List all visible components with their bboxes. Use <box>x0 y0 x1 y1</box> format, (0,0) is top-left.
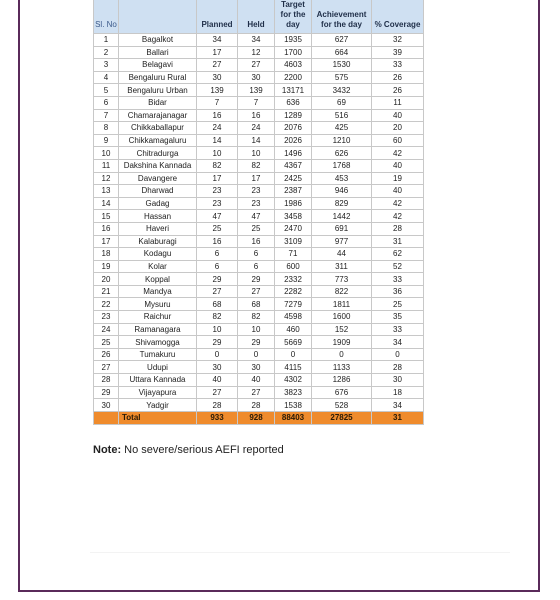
cell-target: 1700 <box>275 46 312 59</box>
cell-sl: 8 <box>94 122 119 135</box>
cell-held: 10 <box>238 147 275 160</box>
cell-district: Belagavi <box>119 59 197 72</box>
cell-planned: 27 <box>197 386 238 399</box>
cell-coverage: 39 <box>372 46 424 59</box>
cell-target: 1289 <box>275 109 312 122</box>
cell-planned: 40 <box>197 374 238 387</box>
cell-held: 68 <box>238 298 275 311</box>
cell-district: Raichur <box>119 311 197 324</box>
cell-sl: 30 <box>94 399 119 412</box>
cell-target: 2200 <box>275 71 312 84</box>
header-planned: Planned <box>197 0 238 34</box>
table-row <box>94 273 424 286</box>
cell-planned: 27 <box>197 59 238 72</box>
cell-achievement: 311 <box>312 260 372 273</box>
cell-sl: 2 <box>94 46 119 59</box>
cell-planned: 29 <box>197 273 238 286</box>
cell-target: 0 <box>275 348 312 361</box>
cell-held: 139 <box>238 84 275 97</box>
cell-district: Dharwad <box>119 185 197 198</box>
cell-target: 71 <box>275 248 312 261</box>
cell-achievement: 1909 <box>312 336 372 349</box>
cell-sl: 24 <box>94 323 119 336</box>
table-row <box>94 285 424 298</box>
cell-target: 4603 <box>275 59 312 72</box>
cell-target: 600 <box>275 260 312 273</box>
cell-target: 4302 <box>275 374 312 387</box>
cell-sl: 7 <box>94 109 119 122</box>
cell-sl: 21 <box>94 285 119 298</box>
table-row <box>94 197 424 210</box>
cell-district: Shivamogga <box>119 336 197 349</box>
cell-held: 14 <box>238 134 275 147</box>
table-row <box>94 336 424 349</box>
cell-target: 2026 <box>275 134 312 147</box>
total-label: Total <box>119 411 197 424</box>
cell-held: 16 <box>238 109 275 122</box>
cell-held: 7 <box>238 96 275 109</box>
cell-planned: 14 <box>197 134 238 147</box>
cell-planned: 0 <box>197 348 238 361</box>
cell-target: 2332 <box>275 273 312 286</box>
cell-coverage: 33 <box>372 323 424 336</box>
cell-achievement: 626 <box>312 147 372 160</box>
cell-coverage: 52 <box>372 260 424 273</box>
cell-held: 29 <box>238 336 275 349</box>
cell-sl: 17 <box>94 235 119 248</box>
cell-target: 3458 <box>275 210 312 223</box>
cell-district: Yadgir <box>119 399 197 412</box>
aefi-note <box>93 444 284 456</box>
table-row <box>94 222 424 235</box>
table-row <box>94 399 424 412</box>
cell-target: 2387 <box>275 185 312 198</box>
table-row <box>94 185 424 198</box>
cell-sl: 16 <box>94 222 119 235</box>
cell-district: Mandya <box>119 285 197 298</box>
cell-sl: 19 <box>94 260 119 273</box>
cell-achievement: 822 <box>312 285 372 298</box>
cell-district: Kolar <box>119 260 197 273</box>
note-text: No severe/serious AEFI reported <box>121 444 284 456</box>
cell-sl: 22 <box>94 298 119 311</box>
cell-achievement: 516 <box>312 109 372 122</box>
cell-sl: 20 <box>94 273 119 286</box>
cell-district: Kodagu <box>119 248 197 261</box>
cell-achievement: 453 <box>312 172 372 185</box>
cell-held: 6 <box>238 248 275 261</box>
cell-planned: 7 <box>197 96 238 109</box>
cell-district: Chikkaballapur <box>119 122 197 135</box>
table-row <box>94 311 424 324</box>
cell-planned: 27 <box>197 285 238 298</box>
cell-achievement: 773 <box>312 273 372 286</box>
cell-coverage: 20 <box>372 122 424 135</box>
cell-achievement: 1133 <box>312 361 372 374</box>
cell-coverage: 62 <box>372 248 424 261</box>
table-row <box>94 71 424 84</box>
cell-sl: 14 <box>94 197 119 210</box>
cell-held: 0 <box>238 348 275 361</box>
cell-sl: 29 <box>94 386 119 399</box>
table-row <box>94 260 424 273</box>
cell-target: 7279 <box>275 298 312 311</box>
total-planned: 933 <box>197 411 238 424</box>
cell-held: 16 <box>238 235 275 248</box>
cell-district: Mysuru <box>119 298 197 311</box>
cell-held: 24 <box>238 122 275 135</box>
cell-achievement: 575 <box>312 71 372 84</box>
cell-planned: 82 <box>197 311 238 324</box>
table-row <box>94 59 424 72</box>
cell-held: 30 <box>238 361 275 374</box>
cell-planned: 30 <box>197 71 238 84</box>
cell-target: 13171 <box>275 84 312 97</box>
table-header-row <box>94 0 424 34</box>
header-target: Target for the day <box>275 0 312 34</box>
cell-coverage: 31 <box>372 235 424 248</box>
cell-coverage: 18 <box>372 386 424 399</box>
cell-district: Hassan <box>119 210 197 223</box>
cell-held: 27 <box>238 59 275 72</box>
cell-sl: 10 <box>94 147 119 160</box>
cell-district: Vijayapura <box>119 386 197 399</box>
cell-district: Chikkamagaluru <box>119 134 197 147</box>
cell-held: 40 <box>238 374 275 387</box>
cell-coverage: 28 <box>372 361 424 374</box>
cell-district: Udupi <box>119 361 197 374</box>
header-sl-no: Sl. No <box>94 0 119 34</box>
table-row <box>94 46 424 59</box>
table-row <box>94 235 424 248</box>
cell-district: Chamarajanagar <box>119 109 197 122</box>
cell-coverage: 42 <box>372 210 424 223</box>
cell-achievement: 69 <box>312 96 372 109</box>
cell-coverage: 33 <box>372 273 424 286</box>
cell-target: 4115 <box>275 361 312 374</box>
cell-sl: 4 <box>94 71 119 84</box>
table-row <box>94 323 424 336</box>
cell-held: 47 <box>238 210 275 223</box>
table-row <box>94 386 424 399</box>
cell-achievement: 152 <box>312 323 372 336</box>
cell-planned: 16 <box>197 109 238 122</box>
cell-target: 4598 <box>275 311 312 324</box>
cell-planned: 6 <box>197 260 238 273</box>
cell-held: 82 <box>238 311 275 324</box>
cell-target: 460 <box>275 323 312 336</box>
cell-achievement: 1286 <box>312 374 372 387</box>
cell-achievement: 627 <box>312 34 372 47</box>
cell-coverage: 35 <box>372 311 424 324</box>
cell-achievement: 425 <box>312 122 372 135</box>
cell-held: 30 <box>238 71 275 84</box>
cell-achievement: 676 <box>312 386 372 399</box>
cell-planned: 29 <box>197 336 238 349</box>
cell-district: Davangere <box>119 172 197 185</box>
cell-target: 3823 <box>275 386 312 399</box>
cell-achievement: 1530 <box>312 59 372 72</box>
cell-achievement: 664 <box>312 46 372 59</box>
cell-target: 4367 <box>275 159 312 172</box>
table-row <box>94 210 424 223</box>
cell-sl: 13 <box>94 185 119 198</box>
cell-district: Gadag <box>119 197 197 210</box>
cell-achievement: 1768 <box>312 159 372 172</box>
vaccination-session-table <box>93 0 424 425</box>
cell-district: Bengaluru Rural <box>119 71 197 84</box>
cell-planned: 28 <box>197 399 238 412</box>
cell-planned: 47 <box>197 210 238 223</box>
cell-achievement: 0 <box>312 348 372 361</box>
note-label: Note: <box>93 444 122 456</box>
cell-target: 636 <box>275 96 312 109</box>
cell-district: Haveri <box>119 222 197 235</box>
cell-coverage: 19 <box>372 172 424 185</box>
cell-district: Koppal <box>119 273 197 286</box>
cell-held: 28 <box>238 399 275 412</box>
table-row <box>94 248 424 261</box>
cell-achievement: 1600 <box>312 311 372 324</box>
cell-district: Bengaluru Urban <box>119 84 197 97</box>
cell-held: 12 <box>238 46 275 59</box>
cell-sl: 15 <box>94 210 119 223</box>
table-row <box>94 96 424 109</box>
cell-planned: 24 <box>197 122 238 135</box>
cell-planned: 17 <box>197 172 238 185</box>
cell-coverage: 60 <box>372 134 424 147</box>
total-row <box>94 411 424 424</box>
cell-achievement: 691 <box>312 222 372 235</box>
cell-district: Uttara Kannada <box>119 374 197 387</box>
cell-target: 5669 <box>275 336 312 349</box>
cell-planned: 10 <box>197 147 238 160</box>
cell-coverage: 32 <box>372 34 424 47</box>
cell-coverage: 28 <box>372 222 424 235</box>
cell-coverage: 11 <box>372 96 424 109</box>
cell-planned: 23 <box>197 197 238 210</box>
cell-sl: 28 <box>94 374 119 387</box>
cell-coverage: 36 <box>372 285 424 298</box>
cell-coverage: 42 <box>372 147 424 160</box>
cell-achievement: 44 <box>312 248 372 261</box>
cell-target: 1935 <box>275 34 312 47</box>
cell-achievement: 3432 <box>312 84 372 97</box>
cell-target: 2425 <box>275 172 312 185</box>
divider <box>90 552 510 553</box>
cell-coverage: 30 <box>372 374 424 387</box>
cell-planned: 34 <box>197 34 238 47</box>
table-row <box>94 147 424 160</box>
cell-planned: 68 <box>197 298 238 311</box>
cell-district: Ramanagara <box>119 323 197 336</box>
cell-target: 2470 <box>275 222 312 235</box>
cell-planned: 6 <box>197 248 238 261</box>
table-row <box>94 109 424 122</box>
cell-planned: 30 <box>197 361 238 374</box>
cell-target: 1986 <box>275 197 312 210</box>
cell-sl: 18 <box>94 248 119 261</box>
total-coverage: 31 <box>372 411 424 424</box>
cell-coverage: 40 <box>372 109 424 122</box>
table-row <box>94 172 424 185</box>
cell-held: 17 <box>238 172 275 185</box>
cell-target: 2076 <box>275 122 312 135</box>
header-coverage: % Coverage <box>372 0 424 34</box>
total-achievement: 27825 <box>312 411 372 424</box>
cell-district: Kalaburagi <box>119 235 197 248</box>
cell-held: 82 <box>238 159 275 172</box>
cell-coverage: 34 <box>372 399 424 412</box>
cell-achievement: 829 <box>312 197 372 210</box>
cell-sl: 12 <box>94 172 119 185</box>
cell-sl: 25 <box>94 336 119 349</box>
cell-coverage: 25 <box>372 298 424 311</box>
cell-coverage: 33 <box>372 59 424 72</box>
cell-held: 23 <box>238 197 275 210</box>
cell-coverage: 40 <box>372 185 424 198</box>
cell-held: 34 <box>238 34 275 47</box>
cell-district: Dakshina Kannada <box>119 159 197 172</box>
cell-planned: 25 <box>197 222 238 235</box>
cell-held: 6 <box>238 260 275 273</box>
cell-held: 27 <box>238 386 275 399</box>
cell-held: 29 <box>238 273 275 286</box>
table-row <box>94 159 424 172</box>
cell-held: 23 <box>238 185 275 198</box>
cell-planned: 23 <box>197 185 238 198</box>
cell-sl: 9 <box>94 134 119 147</box>
cell-planned: 10 <box>197 323 238 336</box>
cell-achievement: 1210 <box>312 134 372 147</box>
header-district <box>119 0 197 34</box>
cell-district: Tumakuru <box>119 348 197 361</box>
cell-planned: 82 <box>197 159 238 172</box>
table-row <box>94 122 424 135</box>
cell-target: 1496 <box>275 147 312 160</box>
cell-sl: 11 <box>94 159 119 172</box>
table-row <box>94 348 424 361</box>
header-held: Held <box>238 0 275 34</box>
cell-district: Chitradurga <box>119 147 197 160</box>
total-sl-cell <box>94 411 119 424</box>
cell-achievement: 977 <box>312 235 372 248</box>
cell-sl: 3 <box>94 59 119 72</box>
cell-achievement: 1442 <box>312 210 372 223</box>
cell-coverage: 0 <box>372 348 424 361</box>
table-row <box>94 84 424 97</box>
cell-planned: 17 <box>197 46 238 59</box>
cell-coverage: 34 <box>372 336 424 349</box>
cell-coverage: 26 <box>372 71 424 84</box>
cell-achievement: 946 <box>312 185 372 198</box>
cell-achievement: 528 <box>312 399 372 412</box>
cell-coverage: 42 <box>372 197 424 210</box>
cell-sl: 1 <box>94 34 119 47</box>
cell-coverage: 26 <box>372 84 424 97</box>
table-row <box>94 298 424 311</box>
cell-planned: 16 <box>197 235 238 248</box>
cell-held: 27 <box>238 285 275 298</box>
cell-coverage: 40 <box>372 159 424 172</box>
table-row <box>94 374 424 387</box>
cell-achievement: 1811 <box>312 298 372 311</box>
cell-sl: 27 <box>94 361 119 374</box>
cell-target: 2282 <box>275 285 312 298</box>
cell-sl: 6 <box>94 96 119 109</box>
cell-held: 10 <box>238 323 275 336</box>
table-row <box>94 134 424 147</box>
table-row <box>94 34 424 47</box>
cell-held: 25 <box>238 222 275 235</box>
total-target: 88403 <box>275 411 312 424</box>
cell-district: Ballari <box>119 46 197 59</box>
cell-sl: 5 <box>94 84 119 97</box>
total-held: 928 <box>238 411 275 424</box>
cell-sl: 26 <box>94 348 119 361</box>
table-row <box>94 361 424 374</box>
cell-target: 3109 <box>275 235 312 248</box>
cell-district: Bidar <box>119 96 197 109</box>
cell-target: 1538 <box>275 399 312 412</box>
cell-district: Bagalkot <box>119 34 197 47</box>
cell-planned: 139 <box>197 84 238 97</box>
header-achievement: Achievement for the day <box>312 0 372 34</box>
cell-sl: 23 <box>94 311 119 324</box>
